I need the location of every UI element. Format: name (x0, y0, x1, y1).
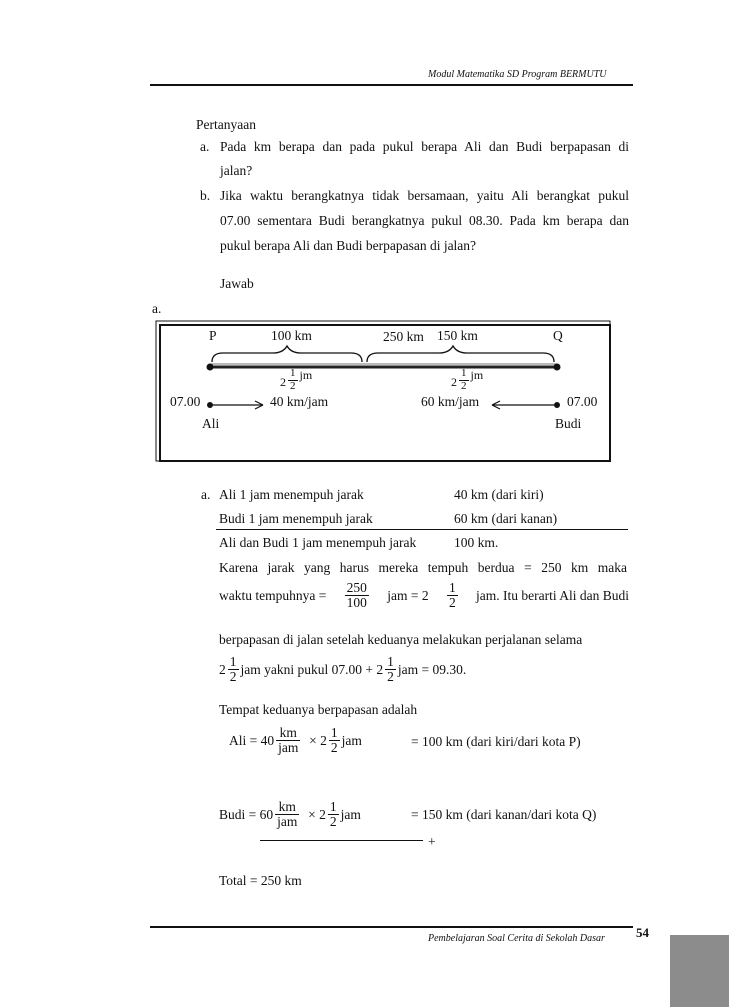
solution-row2-text: Budi 1 jam menempuh jarak (219, 511, 373, 526)
running-footer: Pembelajaran Soal Cerita di Sekolah Dasar (428, 933, 605, 944)
fraction-half: $\frac{1}{2}$ (448, 580, 456, 611)
point-q-label: Q (553, 328, 563, 343)
solution-row3-value: 100 km. (454, 535, 499, 550)
point-q-dot (554, 364, 561, 371)
point-p-dot (207, 364, 214, 371)
question-a-line2: jalan? (220, 163, 253, 178)
travel-time-mid: jam = 2 (387, 587, 429, 603)
total-distance: Total = 250 km (219, 873, 302, 888)
budi-start-dot (554, 402, 560, 408)
ali-speed: 40 km/jam (270, 394, 329, 409)
budi-name: Budi (555, 416, 582, 431)
travel-time-line (219, 581, 629, 610)
place-heading: Tempat keduanya berpapasan adalah (219, 702, 418, 717)
brace-right (367, 346, 554, 362)
question-a-marker: a. (200, 139, 210, 154)
page-tab-decoration (670, 935, 729, 1007)
travel-time-prefix: waktu tempuhnya = (219, 587, 327, 603)
ali-name: Ali (202, 416, 220, 431)
solution-marker: a. (201, 487, 211, 502)
plus-sign: + (428, 834, 436, 849)
sum-rule (216, 529, 628, 530)
fraction-250-100: $\frac{250}{100}$ (346, 580, 367, 611)
solution-paragraph-2: berpapasan di jalan setelah keduanya melakukan perjalanan selama (219, 632, 583, 647)
question-a-line1: Pada km berapa dan pada pukul berapa Ali dan Budi berpapasan di (220, 139, 629, 154)
solution-paragraph-1: Karena jarak yang harus mereka tempuh berdua = 250 km maka (219, 560, 627, 575)
question-b-marker: b. (200, 188, 211, 203)
question-b-line1: Jika waktu berangkatnya tidak bersamaan, yaitu Ali berangkat pukul (220, 188, 629, 203)
solution-row1-value: 40 km (dari kiri) (454, 487, 544, 502)
ali-distance-equation: Ali = 40 $\frac{km}{\text{jam}}$ × 2 $\frac{1}{2}$ jam (229, 725, 362, 756)
budi-distance-result: = 150 km (dari kanan/dari kota Q) (411, 807, 597, 822)
budi-speed: 60 km/jam (421, 394, 480, 409)
question-heading: Pertanyaan (196, 117, 256, 132)
brace-left (212, 346, 362, 362)
question-b-line3: pukul berapa Ali dan Budi berpapasan di jalan? (220, 238, 477, 253)
footer-rule (150, 926, 633, 928)
ali-start-time: 07.00 (170, 394, 201, 409)
budi-start-time: 07.00 (567, 394, 598, 409)
running-header: Modul Matematika SD Program BERMUTU (428, 69, 607, 80)
ali-distance-result: = 100 km (dari kiri/dari kota P) (411, 734, 581, 749)
diagram-frame-inner (160, 325, 610, 461)
solution-row1-text: Ali 1 jam menempuh jarak (219, 487, 364, 502)
clock-time-line: 2 $\frac{1}{2}$ jam yakni pukul 07.00 + 2 $\frac{1}{2}$ jam = 09.30. (219, 654, 467, 685)
distance-right-label: 150 km (437, 328, 478, 343)
solution-row2-value: 60 km (dari kanan) (454, 511, 558, 526)
page-number: 54 (636, 925, 649, 940)
time-label-right: 2 $\frac{1}{2}$ jm (451, 367, 484, 392)
point-p-label: P (209, 328, 217, 343)
travel-time-suffix: jam. Itu berarti Ali dan Budi (476, 587, 629, 603)
addition-rule (260, 840, 423, 841)
answer-label: Jawab (220, 276, 254, 291)
header-rule (150, 84, 633, 86)
diagram-part-label: a. (152, 301, 162, 316)
ali-start-dot (207, 402, 213, 408)
budi-distance-equation: Budi = 60 $\frac{km}{\text{jam}}$ × 2 $\frac{1}{2}$ jam (219, 799, 361, 830)
question-b-line2: 07.00 sementara Budi berangkatnya pukul 08.30. Pada km berapa dan (220, 213, 629, 228)
time-label-left: 2 $\frac{1}{2}$ jm (280, 367, 313, 392)
distance-total-label: 250 km (383, 329, 424, 344)
distance-left-label: 100 km (271, 328, 312, 343)
solution-row3-text: Ali dan Budi 1 jam menempuh jarak (219, 535, 417, 550)
